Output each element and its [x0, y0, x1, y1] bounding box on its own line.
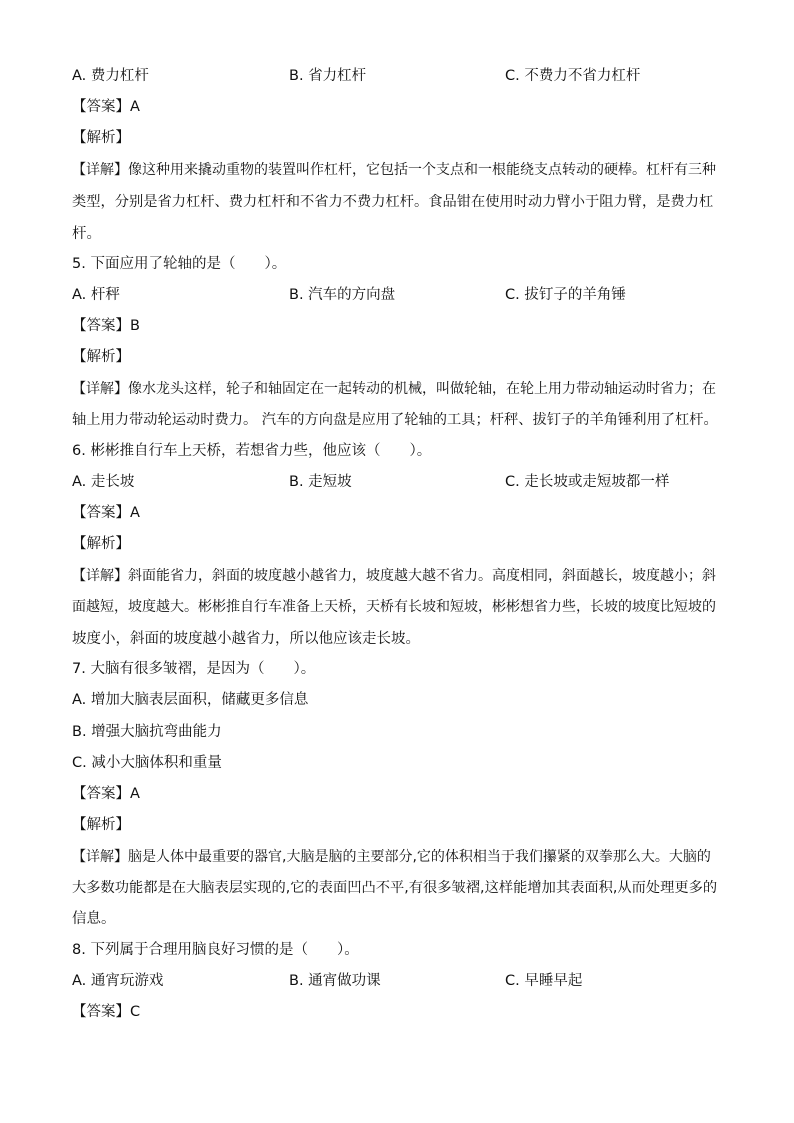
q4-detail-line-2: 类型，分别是省力杠杆、费力杠杆和不省力不费力杠杆。食品钳在使用时动力臂小于阻力臂，是费力杠: [72, 194, 714, 210]
q5-detail-line-2: 轴上用力带动轮运动时费力。 汽车的方向盘是应用了轮轴的工具；杆秤、拔钉子的羊角锤利用了杠杆。: [72, 412, 718, 428]
q4-detail-line-1: 【详解】像这种用来撬动重物的装置叫作杠杆，它包括一个支点和一根能绕支点转动的硬棒。杠杆有三种: [72, 162, 716, 178]
q4-option-a: A. 费力杠杆: [72, 68, 149, 84]
q7-detail-line-3: 信息。: [72, 911, 116, 927]
q8-option-a: A. 通宵玩游戏: [72, 973, 164, 989]
q6-answer: 【答案】A: [72, 505, 140, 521]
q5-option-a: A. 杆秤: [72, 287, 120, 303]
q6-detail-line-1: 【详解】斜面能省力，斜面的坡度越小越省力，坡度越大越不省力。高度相同，斜面越长，坡度越小；斜: [72, 568, 716, 584]
q5-answer: 【答案】B: [72, 318, 140, 334]
q4-option-c: C. 不费力不省力杠杆: [505, 68, 641, 84]
q5-option-b: B. 汽车的方向盘: [289, 287, 396, 303]
q4-detail-line-3: 杆。: [72, 226, 101, 242]
q8-option-b: B. 通宵做功课: [289, 973, 381, 989]
q6-option-b: B. 走短坡: [289, 474, 352, 490]
q5-detail-line-1: 【详解】像水龙头这样，轮子和轴固定在一起转动的机械，叫做轮轴，在轮上用力带动轴运动时省力；在: [72, 381, 716, 397]
q7-analysis-label: 【解析】: [72, 817, 130, 833]
q7-stem: 7. 大脑有很多皱褶，是因为（ ）。: [72, 661, 316, 677]
q5-stem: 5. 下面应用了轮轴的是（ ）。: [72, 256, 287, 272]
q7-detail-line-1: 【详解】脑是人体中最重要的器官,大脑是脑的主要部分,它的体积相当于我们攥紧的双拳那么大。大脑的: [72, 849, 711, 865]
q4-answer: 【答案】A: [72, 99, 140, 115]
q6-stem: 6. 彬彬推自行车上天桥，若想省力些，他应该（ ）。: [72, 443, 432, 459]
q6-option-a: A. 走长坡: [72, 474, 135, 490]
q6-detail-line-2: 面越短，坡度越大。彬彬推自行车准备上天桥，天桥有长坡和短坡，彬彬想省力些，长坡的坡度比短坡的: [72, 599, 716, 615]
q8-option-c: C. 早睡早起: [505, 973, 583, 989]
q6-analysis-label: 【解析】: [72, 536, 130, 552]
q8-answer: 【答案】C: [72, 1004, 141, 1020]
q5-analysis-label: 【解析】: [72, 349, 130, 365]
q6-detail-line-3: 坡度小，斜面的坡度越小越省力，所以他应该走长坡。: [72, 631, 420, 647]
q4-analysis-label: 【解析】: [72, 130, 130, 146]
q7-option-c: C. 减小大脑体积和重量: [72, 755, 222, 771]
q5-option-c: C. 拔钉子的羊角锤: [505, 287, 626, 303]
q4-option-b: B. 省力杠杆: [289, 68, 367, 84]
q7-answer: 【答案】A: [72, 786, 140, 802]
q6-option-c: C. 走长坡或走短坡都一样: [505, 474, 670, 490]
q7-detail-line-2: 大多数功能都是在大脑表层实现的,它的表面凹凸不平,有很多皱褶,这样能增加其表面积,从而处理更多的: [72, 880, 718, 896]
q7-option-a: A. 增加大脑表层面积，储藏更多信息: [72, 692, 309, 708]
q7-option-b: B. 增强大脑抗弯曲能力: [72, 724, 222, 740]
q8-stem: 8. 下列属于合理用脑良好习惯的是（ ）。: [72, 942, 359, 958]
